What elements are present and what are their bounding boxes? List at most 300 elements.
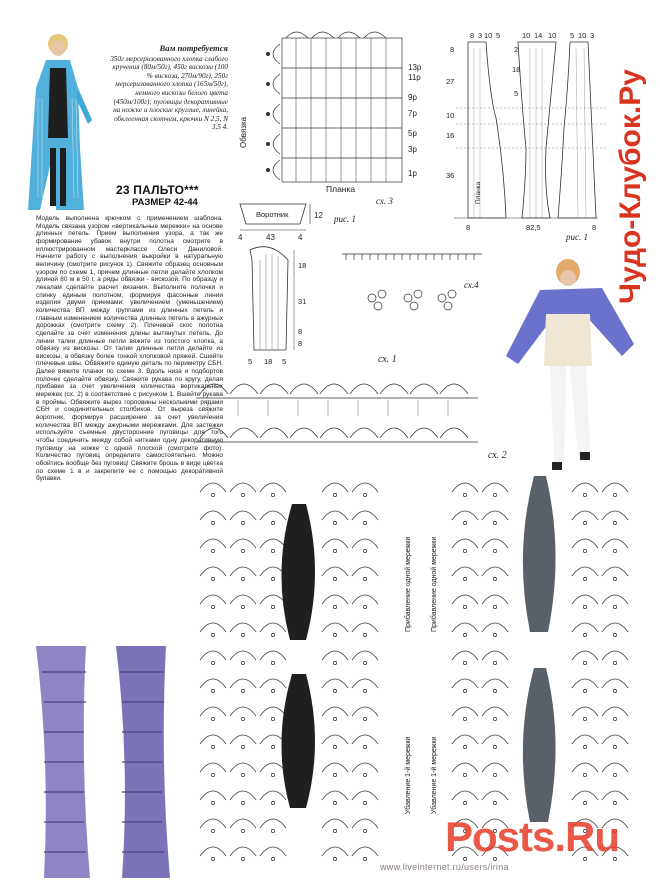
fig1-body-left-0: 8 bbox=[450, 45, 455, 54]
shell-motif bbox=[200, 679, 226, 688]
shell-dot bbox=[271, 605, 274, 608]
shell-dot bbox=[211, 801, 214, 804]
bottom-watermark: www.liveinternet.ru/users/irina bbox=[380, 862, 509, 872]
shell-motif bbox=[230, 623, 256, 632]
scheme2-label-1: Прибавление одной мережки bbox=[405, 536, 412, 632]
shell-motif bbox=[482, 483, 508, 492]
shell-dot bbox=[583, 549, 586, 552]
fig1-body-top-9: 3 bbox=[590, 31, 595, 40]
template-shape-1 bbox=[281, 504, 315, 640]
shell-dot bbox=[333, 717, 336, 720]
shell-motif bbox=[452, 763, 478, 772]
shell-motif bbox=[482, 763, 508, 772]
shell-motif bbox=[482, 651, 508, 660]
shell-dot bbox=[271, 745, 274, 748]
shell-motif bbox=[200, 511, 226, 520]
fig1-collar-caption: рис. 1 bbox=[334, 214, 356, 224]
shell-dot bbox=[463, 801, 466, 804]
shell-dot bbox=[241, 857, 244, 860]
shell-dot bbox=[241, 773, 244, 776]
shell-motif bbox=[482, 735, 508, 744]
shell-motif bbox=[230, 483, 256, 492]
shell-motif bbox=[260, 651, 286, 660]
shell-dot bbox=[363, 773, 366, 776]
fig1-body-inner-1: 18 bbox=[512, 65, 521, 74]
shell-motif bbox=[572, 707, 598, 716]
fig1-body-left-4: 36 bbox=[446, 171, 455, 180]
shell-dot bbox=[463, 549, 466, 552]
shell-dot bbox=[463, 633, 466, 636]
shell-motif bbox=[230, 707, 256, 716]
shell-motif bbox=[602, 651, 628, 660]
materials-block bbox=[110, 44, 228, 132]
shell-dot bbox=[493, 549, 496, 552]
fig1-collar-side2: 4 bbox=[298, 233, 303, 242]
shell-motif bbox=[482, 679, 508, 688]
fig1-sleeve-dim-18b: 18 bbox=[264, 357, 273, 366]
shell-dot bbox=[211, 717, 214, 720]
scheme3-row-9: 9р bbox=[408, 93, 417, 102]
shell-motif bbox=[352, 847, 378, 856]
shell-motif bbox=[260, 511, 286, 520]
shell-dot bbox=[493, 521, 496, 524]
shell-motif bbox=[230, 679, 256, 688]
shell-dot bbox=[463, 745, 466, 748]
shell-dot bbox=[271, 857, 274, 860]
shell-dot bbox=[271, 521, 274, 524]
shell-motif bbox=[352, 791, 378, 800]
shell-dot bbox=[463, 689, 466, 692]
shell-dot bbox=[363, 633, 366, 636]
shell-dot bbox=[363, 605, 366, 608]
shell-dot bbox=[211, 493, 214, 496]
shell-motif bbox=[452, 595, 478, 604]
fig1-collar bbox=[236, 200, 376, 246]
shell-dot bbox=[613, 801, 616, 804]
scheme3-row-11: 11р bbox=[408, 73, 421, 82]
shell-dot bbox=[211, 577, 214, 580]
project-size: РАЗМЕР 42-44 bbox=[132, 197, 198, 208]
shell-motif bbox=[260, 763, 286, 772]
shell-dot bbox=[463, 605, 466, 608]
shell-dot bbox=[211, 773, 214, 776]
scheme2-caption: сх. 2 bbox=[488, 450, 507, 461]
shell-dot bbox=[333, 689, 336, 692]
shell-dot bbox=[241, 661, 244, 664]
shell-dot bbox=[333, 549, 336, 552]
shell-dot bbox=[271, 661, 274, 664]
shell-motif bbox=[572, 735, 598, 744]
shell-dot bbox=[241, 605, 244, 608]
materials-text: 350г мерсеризованного хлопка слабого кручения (80м/50г), 450г вискозы (100 % вискоза, 270м/90г), 250г мерсеризованного хлопка (165м/50г), немного вискозы белого цвета (450м/100г); пуговицы декоративные на ножке и плоские круглые, линейка, обклеенная скотчем, крючки N 2,5, N 3,5 4. bbox=[110, 54, 228, 132]
shell-motif bbox=[200, 763, 226, 772]
fabric-photo bbox=[30, 642, 180, 882]
shell-motif bbox=[260, 483, 286, 492]
shell-dot bbox=[463, 577, 466, 580]
shell-motif bbox=[452, 539, 478, 548]
shell-dot bbox=[363, 829, 366, 832]
instructions-text: Модель выполнена крючком с применением шаблона. Модель связана узором «вертикальные мережки» на основе длинных петель. Прием выполнения узора, а так же формирование убавок внутри полотна смотрите в иллюстрированном мастерклассе Олеси Даниловой. Начните работу с выполнения выкройки в натуральную величину (смотрите рисунок 1). Свяжите образец основным узором по схеме 1, причем длинные петли делайте хлопком длиной 80 м в 50 г, а ряды обвязки - вискозой. По образцу и лекалам сделайте расчет вязания. Выполните полочки и спинку единым полотном, формируя фасонные линии изделия двумя приемами: увеличением (уменьшением) количества ВП между группами из длинных петель и главным изменением количества длинных петель в ажурных дорожках (смотрите схему 2). Плечевой скос полотна сделайте за счет изменения длины вытянутых петель. До линии талии длинные петли вяжите из толстого хлопка, а обвязку из вискозы. От талии длинные петли делайте из вискозы, а обвязку более тонкой хлопковой пряжей. Сшейте плечевые швы. Обвяжите единую деталь по периметру СБН. Далее вяжите планки по схеме 3. Вдоль низа и подбортов полочек сделайте обвязку. Свяжите рукава по кругу, делая прибавки за счет увеличения количества вертикальных мережек (сх. 2) в соответствие с рисунком 1. Вшейте рукава в проймы. Обвяжите вырез горловины несколькими рядами СБН и соединительных столбиков. От выреза свяжите воротник, формируя расширение за счет увеличения количества ВП между ажурными мережками. Для застежки используйте съемные двусторонние пуговицы для того чтобы соединить между собой нитками одну декоративную пуговицу на ножке с одной плоской (смотрите фото). Количество пуговиц определите самостоятельно. Можно обойтись вообще без пуговиц! Свяжите брошь в виде цветка по схеме 1 в и закрепите ее с помощью декоративной булавки. bbox=[36, 215, 223, 483]
shell-dot bbox=[583, 745, 586, 748]
shell-dot bbox=[333, 493, 336, 496]
shell-motif bbox=[230, 847, 256, 856]
shell-motif bbox=[352, 483, 378, 492]
shell-motif bbox=[322, 567, 348, 576]
fig1-collar-label: Воротник bbox=[256, 210, 289, 219]
shell-dot bbox=[463, 493, 466, 496]
shell-dot bbox=[493, 745, 496, 748]
fig1-sleeve-dim-8a: 8 bbox=[298, 327, 303, 336]
shell-dot bbox=[493, 717, 496, 720]
shell-motif bbox=[452, 735, 478, 744]
shell-dot bbox=[271, 801, 274, 804]
shell-motif bbox=[322, 791, 348, 800]
shell-motif bbox=[572, 567, 598, 576]
shell-motif bbox=[200, 539, 226, 548]
shell-dot bbox=[333, 521, 336, 524]
shell-dot bbox=[363, 521, 366, 524]
model-photo-coat bbox=[28, 28, 112, 210]
scheme2-label-2: Прибавление одной мережки bbox=[431, 536, 438, 632]
shell-motif bbox=[322, 623, 348, 632]
shell-motif bbox=[352, 595, 378, 604]
shell-motif bbox=[452, 483, 478, 492]
shell-motif bbox=[482, 511, 508, 520]
shell-motif bbox=[230, 763, 256, 772]
fig1-sleeve-dim-31: 31 bbox=[298, 297, 307, 306]
shell-motif bbox=[322, 595, 348, 604]
shell-dot bbox=[271, 689, 274, 692]
shell-dot bbox=[613, 717, 616, 720]
scheme1-caption: сх. 1 bbox=[378, 354, 397, 365]
shell-motif bbox=[572, 791, 598, 800]
shell-dot bbox=[613, 521, 616, 524]
shell-motif bbox=[482, 707, 508, 716]
shell-dot bbox=[271, 633, 274, 636]
scheme-1 bbox=[196, 368, 478, 458]
shell-dot bbox=[271, 577, 274, 580]
shell-dot bbox=[211, 549, 214, 552]
fig1-body-top-6: 10 bbox=[548, 31, 557, 40]
fig1-collar-width: 43 bbox=[266, 233, 275, 242]
shell-dot bbox=[333, 577, 336, 580]
shell-motif bbox=[260, 623, 286, 632]
shell-dot bbox=[333, 773, 336, 776]
shell-motif bbox=[322, 735, 348, 744]
shell-motif bbox=[572, 623, 598, 632]
fig1-body-bottom-2: 8 bbox=[592, 223, 597, 232]
shell-dot bbox=[493, 633, 496, 636]
site-watermark-text: Чудо-Клубок.Ру bbox=[614, 69, 647, 304]
scheme4-caption: сх.4 bbox=[464, 280, 479, 290]
shell-motif bbox=[260, 679, 286, 688]
shell-motif bbox=[260, 819, 286, 828]
shell-motif bbox=[230, 567, 256, 576]
shell-dot bbox=[583, 661, 586, 664]
shell-motif bbox=[260, 595, 286, 604]
fig1-body-top-2: 10 bbox=[484, 31, 493, 40]
shell-dot bbox=[271, 549, 274, 552]
shell-motif bbox=[260, 791, 286, 800]
model-photo-shawl bbox=[506, 256, 636, 476]
shell-dot bbox=[363, 577, 366, 580]
fig1-body-top-1: 3 bbox=[478, 31, 483, 40]
shell-dot bbox=[613, 773, 616, 776]
shell-motif bbox=[482, 623, 508, 632]
shell-dot bbox=[583, 801, 586, 804]
scheme3-row-13: 13р bbox=[408, 63, 422, 72]
fig1-body-top-8: 10 bbox=[578, 31, 587, 40]
shell-motif bbox=[200, 567, 226, 576]
shell-motif bbox=[322, 511, 348, 520]
shell-motif bbox=[230, 511, 256, 520]
scheme3-caption: сх. 3 bbox=[376, 196, 393, 206]
shell-motif bbox=[452, 511, 478, 520]
shell-dot bbox=[333, 633, 336, 636]
shell-motif bbox=[572, 595, 598, 604]
shell-dot bbox=[241, 745, 244, 748]
shell-dot bbox=[583, 493, 586, 496]
fig1-body-top-7: 5 bbox=[570, 31, 575, 40]
shell-motif bbox=[200, 847, 226, 856]
shell-dot bbox=[211, 689, 214, 692]
shell-motif bbox=[322, 707, 348, 716]
fig1-sleeve bbox=[236, 246, 320, 372]
scheme3-row-1: 1р bbox=[408, 169, 417, 178]
shell-motif bbox=[322, 483, 348, 492]
scheme2-label-3: Убавление 1-й мережки bbox=[405, 736, 412, 814]
shell-dot bbox=[211, 857, 214, 860]
shell-dot bbox=[241, 829, 244, 832]
shell-dot bbox=[613, 661, 616, 664]
shell-dot bbox=[211, 745, 214, 748]
fig1-sleeve-dim-5b: 5 bbox=[282, 357, 287, 366]
shell-dot bbox=[241, 549, 244, 552]
shell-dot bbox=[613, 633, 616, 636]
shell-dot bbox=[613, 605, 616, 608]
fig1-body-bottom-0: 8 bbox=[466, 223, 471, 232]
fig1-body-bottom-1: 82,5 bbox=[526, 223, 541, 232]
scheme-3 bbox=[236, 28, 446, 208]
fig1-sleeve-dim-18: 18 bbox=[298, 261, 307, 270]
shell-dot bbox=[333, 661, 336, 664]
shell-dot bbox=[613, 549, 616, 552]
fig1-sleeve-dim-5a: 5 bbox=[248, 357, 253, 366]
shell-dot bbox=[583, 689, 586, 692]
shell-dot bbox=[493, 689, 496, 692]
fig1-body-planka: Планка bbox=[475, 181, 482, 204]
shell-motif bbox=[260, 847, 286, 856]
shell-dot bbox=[271, 493, 274, 496]
shell-dot bbox=[241, 633, 244, 636]
scheme3-left-label: Обвязка bbox=[239, 116, 248, 148]
shell-motif bbox=[452, 567, 478, 576]
shell-motif bbox=[352, 735, 378, 744]
fig1-body-left-3: 16 bbox=[446, 131, 455, 140]
shell-dot bbox=[583, 521, 586, 524]
fig1-body-top-4: 10 bbox=[522, 31, 531, 40]
shell-motif bbox=[572, 539, 598, 548]
shell-motif bbox=[322, 651, 348, 660]
shell-dot bbox=[241, 577, 244, 580]
shell-motif bbox=[200, 791, 226, 800]
shell-motif bbox=[482, 791, 508, 800]
shell-motif bbox=[260, 539, 286, 548]
shell-dot bbox=[493, 605, 496, 608]
shell-motif bbox=[322, 763, 348, 772]
shell-dot bbox=[333, 801, 336, 804]
shell-dot bbox=[363, 493, 366, 496]
scheme-4 bbox=[338, 244, 488, 324]
shell-motif bbox=[352, 511, 378, 520]
shell-dot bbox=[241, 493, 244, 496]
shell-dot bbox=[271, 829, 274, 832]
shell-motif bbox=[230, 819, 256, 828]
shell-dot bbox=[271, 717, 274, 720]
shell-motif bbox=[322, 819, 348, 828]
shell-motif bbox=[200, 483, 226, 492]
shell-dot bbox=[463, 717, 466, 720]
fig1-body-left-2: 10 bbox=[446, 111, 455, 120]
shell-dot bbox=[333, 605, 336, 608]
fig1-collar-height: 12 bbox=[314, 211, 323, 220]
shell-motif bbox=[602, 595, 628, 604]
shell-dot bbox=[333, 857, 336, 860]
shell-motif bbox=[482, 539, 508, 548]
shell-dot bbox=[363, 661, 366, 664]
shell-motif bbox=[602, 539, 628, 548]
shell-dot bbox=[333, 829, 336, 832]
shell-dot bbox=[363, 689, 366, 692]
shell-dot bbox=[241, 801, 244, 804]
project-title: 23 ПАЛЬТО*** bbox=[116, 183, 199, 197]
shell-motif bbox=[572, 679, 598, 688]
shell-dot bbox=[241, 521, 244, 524]
shell-motif bbox=[200, 707, 226, 716]
shell-dot bbox=[493, 801, 496, 804]
shell-motif bbox=[200, 651, 226, 660]
fig1-collar-side: 4 bbox=[238, 233, 243, 242]
shell-dot bbox=[463, 661, 466, 664]
scheme2-label-4: Убавление 1-й мережки bbox=[431, 736, 438, 814]
shell-motif bbox=[602, 791, 628, 800]
shell-motif bbox=[452, 623, 478, 632]
shell-motif bbox=[482, 595, 508, 604]
shell-dot bbox=[211, 633, 214, 636]
shell-motif bbox=[352, 539, 378, 548]
posts-watermark: Posts.Ru bbox=[445, 813, 620, 860]
fig1-body-left-1: 27 bbox=[446, 77, 455, 86]
shell-dot bbox=[493, 493, 496, 496]
shell-dot bbox=[211, 829, 214, 832]
shell-motif bbox=[230, 595, 256, 604]
shell-dot bbox=[363, 745, 366, 748]
scheme3-row-5: 5р bbox=[408, 129, 417, 138]
shell-motif bbox=[352, 819, 378, 828]
shell-motif bbox=[352, 763, 378, 772]
shell-motif bbox=[322, 679, 348, 688]
shell-dot bbox=[363, 717, 366, 720]
shell-motif bbox=[200, 735, 226, 744]
shell-motif bbox=[200, 623, 226, 632]
shell-motif bbox=[200, 819, 226, 828]
template-shape-4 bbox=[523, 668, 556, 822]
shell-motif bbox=[602, 735, 628, 744]
fig1-body-caption: рис. 1 bbox=[566, 232, 588, 242]
shell-motif bbox=[602, 483, 628, 492]
shell-dot bbox=[211, 521, 214, 524]
shell-motif bbox=[452, 679, 478, 688]
fig1-body-inner-2: 5 bbox=[514, 89, 519, 98]
shell-dot bbox=[493, 577, 496, 580]
shell-dot bbox=[463, 521, 466, 524]
shell-dot bbox=[583, 605, 586, 608]
shell-motif bbox=[230, 651, 256, 660]
shell-dot bbox=[583, 577, 586, 580]
fig1-sleeve-dim-8b: 8 bbox=[298, 339, 303, 348]
shell-dot bbox=[363, 857, 366, 860]
shell-motif bbox=[260, 707, 286, 716]
fig1-body-inner-0: 2 bbox=[514, 45, 519, 54]
fig1-body-top-0: 8 bbox=[470, 31, 475, 40]
shell-motif bbox=[452, 651, 478, 660]
shell-dot bbox=[613, 689, 616, 692]
shell-dot bbox=[271, 773, 274, 776]
shell-motif bbox=[230, 539, 256, 548]
shell-motif bbox=[602, 623, 628, 632]
shell-motif bbox=[572, 483, 598, 492]
shell-dot bbox=[363, 801, 366, 804]
shell-motif bbox=[352, 651, 378, 660]
shell-dot bbox=[363, 549, 366, 552]
shell-dot bbox=[493, 773, 496, 776]
shell-dot bbox=[211, 605, 214, 608]
shell-motif bbox=[230, 791, 256, 800]
shell-dot bbox=[333, 745, 336, 748]
scheme3-bottom-label: Планка bbox=[326, 184, 356, 194]
shell-motif bbox=[572, 511, 598, 520]
template-shape-3 bbox=[523, 476, 556, 632]
shell-motif bbox=[352, 679, 378, 688]
fig1-body-top-3: 5 bbox=[496, 31, 501, 40]
shell-motif bbox=[352, 707, 378, 716]
shell-motif bbox=[452, 707, 478, 716]
shell-motif bbox=[602, 679, 628, 688]
fig1-body-top-5: 14 bbox=[534, 31, 543, 40]
shell-motif bbox=[352, 623, 378, 632]
shell-dot bbox=[583, 773, 586, 776]
shell-dot bbox=[241, 689, 244, 692]
shell-dot bbox=[583, 633, 586, 636]
shell-motif bbox=[602, 707, 628, 716]
shell-motif bbox=[322, 847, 348, 856]
shell-motif bbox=[572, 651, 598, 660]
shell-motif bbox=[452, 791, 478, 800]
shell-motif bbox=[572, 763, 598, 772]
shell-dot bbox=[613, 577, 616, 580]
scheme3-row-3: 3р bbox=[408, 145, 417, 154]
shell-motif bbox=[602, 567, 628, 576]
shell-motif bbox=[200, 595, 226, 604]
shell-motif bbox=[602, 511, 628, 520]
shell-dot bbox=[241, 717, 244, 720]
shell-motif bbox=[482, 567, 508, 576]
shell-dot bbox=[613, 493, 616, 496]
shell-motif bbox=[322, 539, 348, 548]
scheme3-row-7: 7р bbox=[408, 109, 417, 118]
shell-dot bbox=[493, 661, 496, 664]
fig1-body bbox=[446, 28, 616, 244]
